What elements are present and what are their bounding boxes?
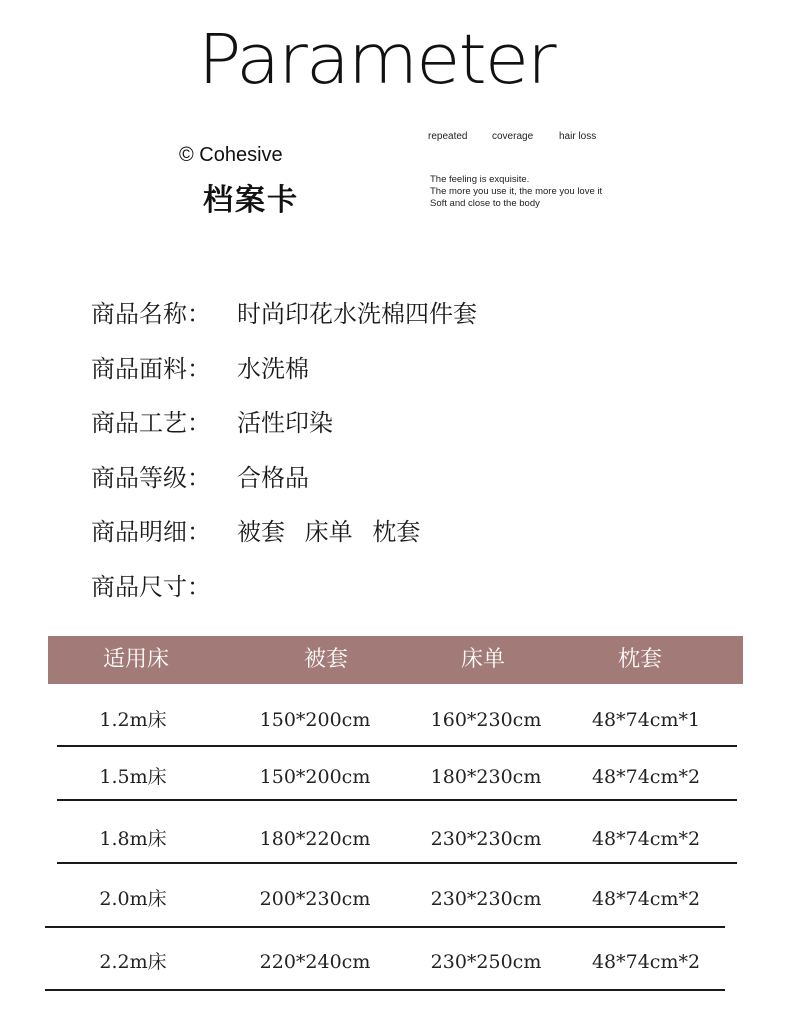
- tag-coverage: coverage: [492, 131, 534, 142]
- table-cell: 180*220cm: [259, 828, 371, 850]
- row-divider: [45, 926, 725, 928]
- table-cell: 1.5m床: [99, 766, 167, 788]
- table-cell: 160*230cm: [430, 709, 542, 731]
- table-row: [0, 700, 790, 740]
- param-list: [91, 292, 477, 620]
- param-row-grade: [91, 456, 477, 511]
- table-cell: 2.2m床: [99, 951, 167, 973]
- row-divider: [57, 862, 737, 864]
- table-cell: 230*250cm: [430, 951, 542, 973]
- param-row-craft: [91, 401, 477, 456]
- table-row: [0, 819, 790, 859]
- table-cell: 230*230cm: [430, 888, 542, 910]
- table-cell: 48*74cm*2: [591, 888, 701, 910]
- param-label: 商品面料：: [91, 354, 211, 383]
- param-value: 合格品: [237, 463, 309, 492]
- param-value: 活性印染: [237, 409, 333, 438]
- brand-logo: © Cohesive: [179, 144, 283, 166]
- param-label: 商品尺寸：: [91, 572, 211, 601]
- column-header-bed: 适用床: [102, 647, 170, 672]
- row-divider: [45, 989, 725, 991]
- param-value: 被套 床单 枕套: [237, 518, 421, 547]
- description-line: The more you use it, the more you love it: [430, 186, 603, 197]
- table-cell: 48*74cm*1: [591, 709, 701, 731]
- column-header-duvet: 被套: [303, 647, 349, 672]
- column-header-pillowcase: 枕套: [617, 647, 663, 672]
- table-cell: 150*200cm: [259, 709, 371, 731]
- param-row-detail: [91, 510, 477, 565]
- table-cell: 48*74cm*2: [591, 828, 701, 850]
- table-row: [0, 942, 790, 982]
- table-cell: 48*74cm*2: [591, 766, 701, 788]
- row-divider: [57, 799, 737, 801]
- table-cell: 180*230cm: [430, 766, 542, 788]
- tag-repeated: repeated: [428, 131, 468, 142]
- description-line: Soft and close to the body: [430, 198, 540, 209]
- param-label: 商品明细：: [91, 518, 211, 547]
- table-cell: 1.2m床: [99, 709, 167, 731]
- column-header-sheet: 床单: [460, 647, 506, 672]
- param-row-size: [91, 565, 477, 620]
- param-label: 商品工艺：: [91, 409, 211, 438]
- size-table-header: [48, 636, 743, 684]
- row-divider: [57, 745, 737, 747]
- table-cell: 150*200cm: [259, 766, 371, 788]
- param-label: 商品等级：: [91, 463, 211, 492]
- table-row: [0, 757, 790, 797]
- table-cell: 230*230cm: [430, 828, 542, 850]
- table-cell: 48*74cm*2: [591, 951, 701, 973]
- param-label: 商品名称：: [91, 300, 211, 328]
- param-row-name: [91, 292, 477, 347]
- param-row-fabric: [91, 347, 477, 402]
- brand-subtitle: 档案卡: [203, 183, 299, 218]
- table-cell: 1.8m床: [99, 828, 167, 850]
- description: [430, 174, 602, 210]
- table-cell: 200*230cm: [259, 888, 371, 910]
- param-value: 水洗棉: [237, 354, 309, 383]
- table-cell: 220*240cm: [259, 951, 371, 973]
- tag-hair-loss: hair loss: [559, 131, 597, 142]
- page-title: Parameter: [198, 19, 555, 99]
- description-line: The feeling is exquisite.: [430, 174, 530, 185]
- table-cell: 2.0m床: [99, 888, 167, 910]
- table-row: [0, 879, 790, 919]
- param-value: 时尚印花水洗棉四件套: [237, 300, 477, 328]
